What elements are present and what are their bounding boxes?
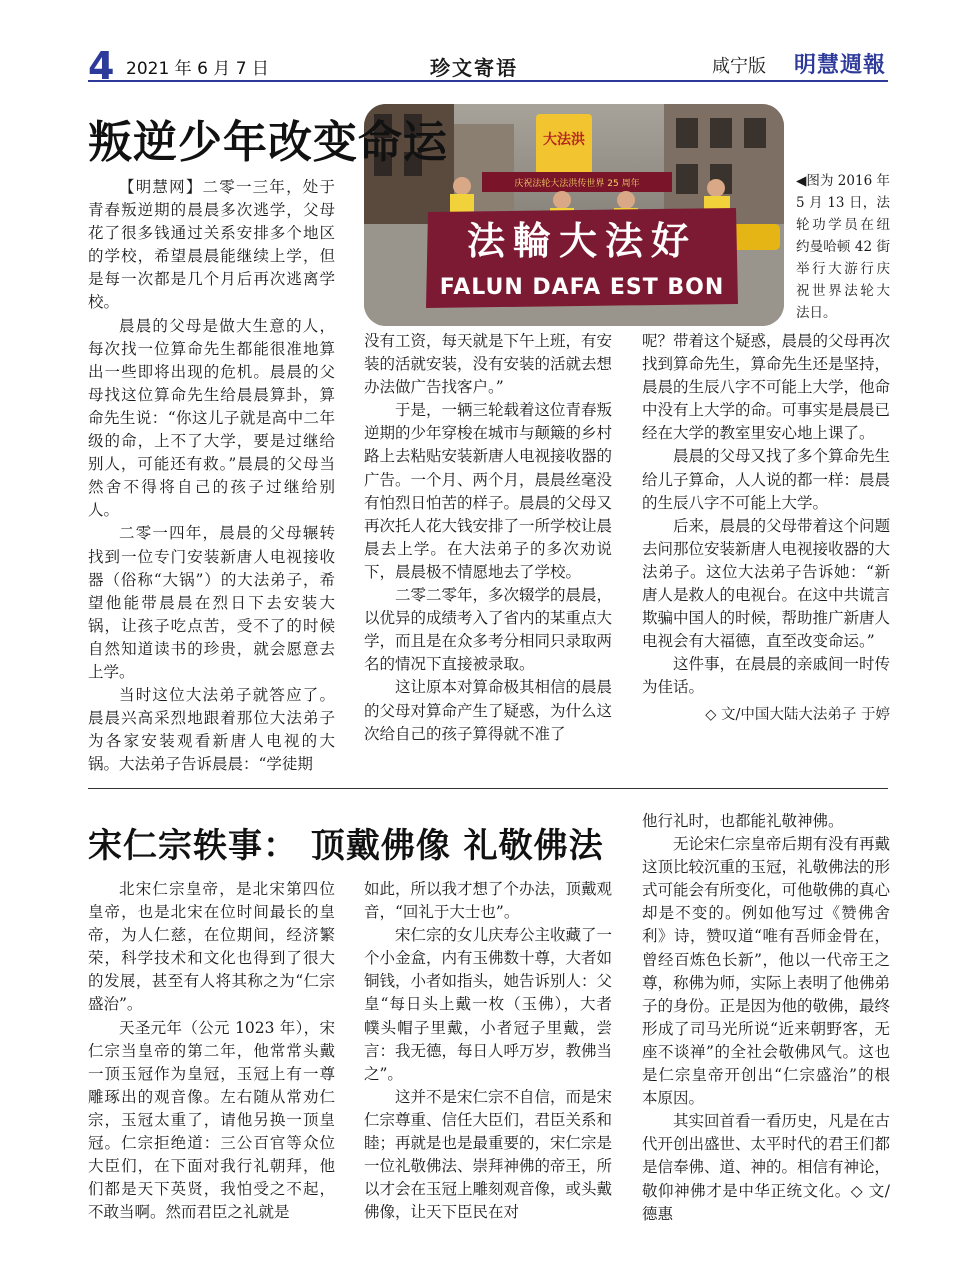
- article1-byline: ◇ 文/中国大陆大法弟子 于婷: [705, 706, 890, 723]
- paragraph: 于是，一辆三轮载着这位青春叛逆期的少年穿梭在城市与颠簸的乡村路上去粘贴安装新唐人电视接收器的广告。一个月、两个月，晨晨丝毫没有怕烈日怕苦的样子。晨晨的父母又再次托人花大钱安排了一所学校让晨晨去上学。在大法弟子的多次劝说下，晨晨极不情愿地去了学校。: [364, 401, 613, 581]
- paragraph: 这让原本对算命极其相信的晨晨的父母对算命产生了疑惑，为什么这次给自己的孩子算得就不准了: [364, 678, 613, 743]
- paragraph: 【明慧网】二零一三年，处于青春叛逆期的晨晨多次逃学，父母花了很多钱通过关系安排多个地区的学校，希望晨晨能继续上学，但是每一次都是几个月后再次逃离学校。: [88, 178, 335, 312]
- paragraph: 晨晨的父母又找了多个算命先生给儿子算命，人人说的都一样：晨晨的生辰八字不可能上大学。: [642, 447, 891, 512]
- article2-column-1: [88, 878, 335, 1224]
- paragraph: 晨晨的父母是做大生意的人，每次找一位算命先生都能很准地算出一些即将出现的危机。晨晨的父母找这位算命先生给晨晨算卦，算命先生说：“你这儿子就是高中二年级的命，上不了大学，要是过继给别人，可能还有救。”晨晨的父母当然舍不得将自己的孩子过继给别人。: [88, 316, 335, 520]
- article2-column-3: [642, 810, 890, 1226]
- sub-banner-text: 庆祝法轮大法洪传世界 25 周年: [514, 179, 640, 189]
- paragraph: 二零二零年，多次辍学的晨晨，以优异的成绩考入了省内的某重点大学，而且是在众多考分相同只录取两名的情况下直接被录取。: [364, 586, 613, 674]
- paragraph: 这并不是宋仁宗不自信，而是宋仁宗尊重、信任大臣们，君臣关系和睦；再就是也是最重要的，宋仁宗是一位礼敬佛法、崇拜神佛的帝王，所以才会在玉冠上雕刻观音像，或头戴佛像，让天下臣民在对: [364, 1087, 613, 1222]
- paragraph: 他行礼时，也都能礼敬神佛。: [642, 812, 844, 830]
- issue-date: 2021 年 6 月 7 日: [126, 59, 269, 79]
- page-number: 4: [88, 44, 115, 88]
- paragraph: 后来，晨晨的父母带着这个问题去问那位安装新唐人电视接收器的大法弟子。这位大法弟子告诉她：“新唐人是救人的电视台。在这中共谎言欺骗中国人的时候，帮助推广新唐人电视会有大福德，直至改变命运。”: [642, 516, 891, 651]
- paragraph: 天圣元年（公元 1023 年），宋仁宗当皇帝的第二年，他常常头戴一顶玉冠作为皇冠，玉冠上有一尊雕琢出的观音像。左右随从常劝仁宗，玉冠太重了，请他另换一顶皇冠。仁宗拒绝道：三公百官等众位大臣们，在下面对我行礼朝拜，他们都是天下英贤，我怕受之不起，不敢当啊。然而君臣之礼就是: [88, 1018, 335, 1222]
- article1-column-1: [88, 176, 335, 776]
- paragraph: 无论宋仁宗皇帝后期有没有再戴这顶比较沉重的玉冠，礼敬佛法的形式可能会有所变化，可他敬佛的真心却是不变的。例如他写过《赞佛舍利》诗，赞叹道“唯有吾师金骨在，曾经百炼色长新”，他以一代帝王之尊，称佛为师，实际上表明了他佛弟子的身份。正是因为他的敬佛，最终形成了司马光所说“近来朝野客，无座不谈禅”的全社会敬佛风气。这也是仁宗皇帝开创出“仁宗盛治”的根本原因。: [642, 835, 891, 1108]
- header-rule: [88, 80, 888, 82]
- photo-caption: ◀图为 2016 年 5 月 13 日，法轮功学员在纽约曼哈顿 42 街举行大游行庆祝世界法轮大法日。: [796, 173, 890, 321]
- paragraph: 如此，所以我才想了个办法，顶戴观音，“回礼于大士也”。: [364, 880, 613, 922]
- paragraph: 其实回首看一看历史，凡是在古代开创出盛世、太平时代的君王们都是信奉佛、道、神的。相信有神论，敬仰神佛才是中华正统文化。◇ 文/德惠: [642, 1112, 891, 1223]
- paragraph: 呢？带着这个疑惑，晨晨的父母再次找到算命先生，算命先生还是坚持，晨晨的生辰八字不可能上大学，他命中没有上大学的命。可事实是晨晨已经在大学的教室里安心地上课了。: [642, 332, 891, 443]
- paragraph: 宋仁宗的女儿庆寿公主收藏了一个小金盒，内有玉佛数十尊，大者如铜钱，小者如指头，她告诉别人：父皇“每日头上戴一枚（玉佛），大者幞头帽子里戴，小者冠子里戴，尝言：我无德，每日人呼万岁，教佛当之”。: [364, 926, 613, 1083]
- paragraph: 这件事，在晨晨的亲戚间一时传为佳话。: [642, 655, 891, 697]
- article1-column-2: [364, 330, 612, 746]
- article2-column-2: [364, 878, 612, 1224]
- paragraph: 二零一四年，晨晨的父母辗转找到一位专门安装新唐人电视接收器（俗称“大锅”）的大法弟子，希望他能带晨晨在烈日下去安装大锅，让孩子吃点苦，受不了的时候自然知道读书的珍贵，就会愿意去上学。: [88, 524, 335, 681]
- article1-title: 叛逆少年改变命运: [88, 117, 448, 168]
- banner-french-text: FALUN DAFA EST BON: [439, 275, 725, 300]
- float-sign: 大法洪: [543, 132, 585, 148]
- article1-column-3: [642, 330, 890, 727]
- article2-title: 宋仁宗轶事： 顶戴佛像 礼敬佛法: [88, 826, 604, 866]
- banner-chinese-text: 法輪大法好: [466, 219, 698, 263]
- paragraph: 北宋仁宗皇帝，是北宋第四位皇帝，也是北宋在位时间最长的皇帝，为人仁慈，在位期间，经济繁荣，科学技术和文化也得到了很大的发展，甚至有人将其称之为“仁宗盛治”。: [88, 880, 335, 1014]
- section-name: 珍文寄语: [430, 56, 518, 80]
- paragraph: 没有工资，每天就是下午上班，有安装的活就安装，没有安装的活就去想办法做广告找客户。”: [364, 332, 613, 397]
- masthead-logo: 明慧週報: [794, 53, 887, 78]
- section-divider: [88, 788, 888, 789]
- edition-name: 咸宁版: [712, 56, 766, 77]
- paragraph: 当时这位大法弟子就答应了。晨晨兴高采烈地跟着那位大法弟子为各家安装观看新唐人电视的大锅。大法弟子告诉晨晨：“学徒期: [88, 686, 335, 774]
